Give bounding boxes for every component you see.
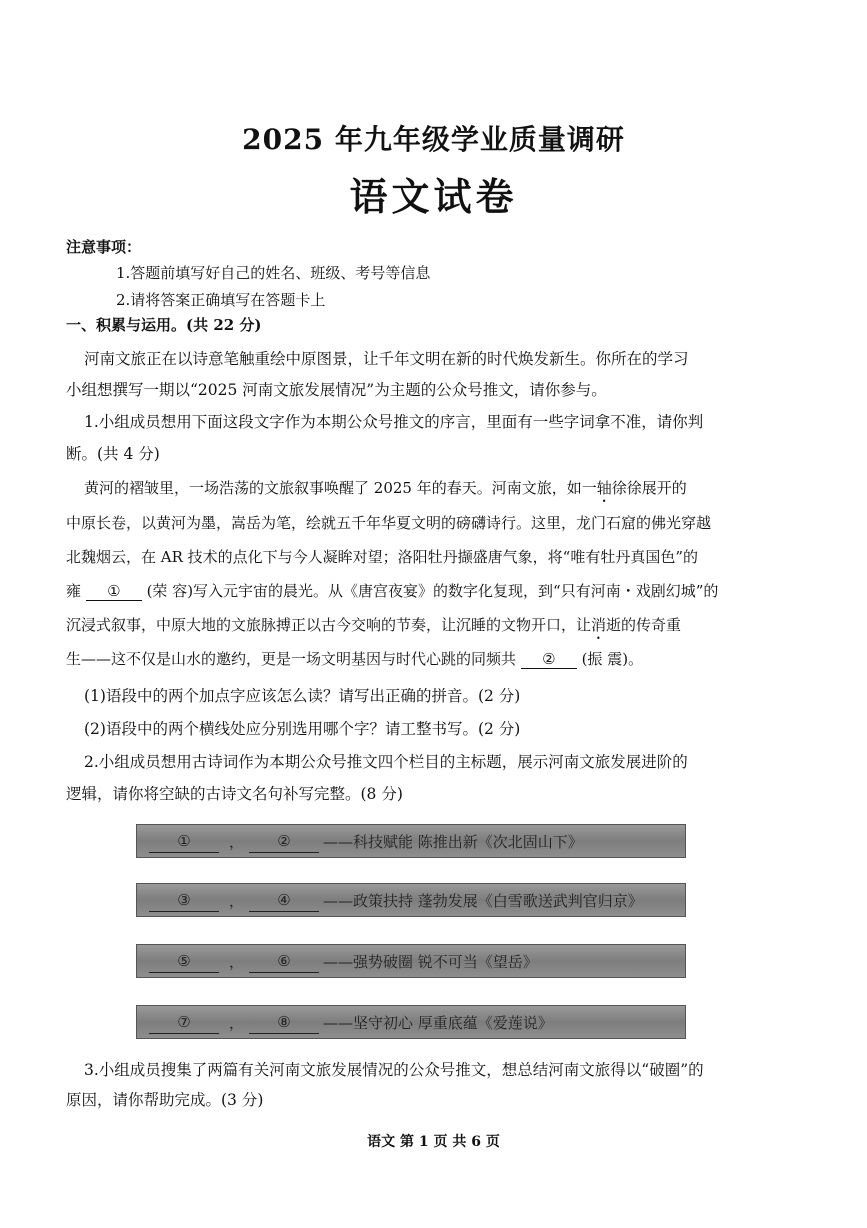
- comma: ，: [229, 953, 245, 971]
- passage-text: 雍: [66, 582, 82, 600]
- passage-line-2: 中原长卷，以黄河为墨，嵩岳为笔，绘就五千年华夏文明的磅礴诗行。这里，龙门石窟的佛光穿越: [66, 514, 712, 532]
- exam-subtitle: 语文试卷: [349, 174, 518, 219]
- exam-title: 2025 年九年级学业质量调研: [242, 123, 625, 156]
- dotted-character: 轴: [596, 479, 612, 497]
- comma: ，: [229, 892, 245, 910]
- passage-line-5: [66, 614, 786, 643]
- poem-banner-3: [136, 944, 686, 978]
- answer-blank-8[interactable]: ⑥: [249, 950, 319, 973]
- banner-caption: ——科技赋能 陈推出新《次北固山下》: [323, 833, 583, 851]
- answer-blank-1[interactable]: ①: [86, 582, 142, 601]
- page-footer: 语文 第 1 页 共 6 页: [367, 1134, 500, 1150]
- notes-item-2: 2.请将答案正确填写在答题卡上: [116, 291, 326, 309]
- intro-line-2: 小组想撰写一期以“2025 河南文旅发展情况”为主题的公众号推文，请你参与。: [66, 381, 607, 399]
- poem-banner-2: [136, 883, 686, 917]
- passage-text: 逝的传奇重: [606, 616, 682, 634]
- notes-item-1: 1.答题前填写好自己的姓名、班级、考号等信息: [116, 264, 431, 282]
- intro-line-1: 河南文旅正在以诗意笔触重绘中原图景，让千年文明在新的时代焕发新生。你所在的学习: [84, 350, 689, 368]
- passage-text: (荣 容)写入元宇宙的晨光。从《唐宫夜宴》的数字化复现，到“只有河南・戏剧幻城”的: [146, 582, 719, 600]
- passage-text: 黄河的褶皱里，一场浩荡的文旅叙事唤醒了 2025 年的春天。河南文旅，如一: [84, 479, 597, 497]
- q2-stem-line-1: 2.小组成员想用古诗词作为本期公众号推文四个栏目的主标题，展示河南文旅发展进阶的: [84, 753, 688, 771]
- passage-line-4: [66, 580, 786, 601]
- answer-blank-5[interactable]: ③: [149, 889, 219, 912]
- passage-text: 沉浸式叙事，中原大地的文旅脉搏正以古今交响的节奏，让沉睡的文物开口，让: [66, 616, 592, 634]
- q3-stem-line-1: 3.小组成员搜集了两篇有关河南文旅发展情况的公众号推文，想总结河南文旅得以“破圈”的: [84, 1061, 704, 1079]
- answer-blank-6[interactable]: ④: [249, 889, 319, 912]
- dotted-character: 消: [591, 616, 607, 634]
- passage-line-3: 北魏烟云，在 AR 技术的点化下与今人凝眸对望；洛阳牡丹撷盛唐气象，将“唯有牡丹真国色”的: [66, 548, 699, 566]
- banner-caption: ——强势破圈 锐不可当《望岳》: [323, 953, 538, 971]
- answer-blank-9[interactable]: ⑦: [149, 1011, 219, 1034]
- passage-line-1: [84, 477, 804, 506]
- comma: ，: [229, 833, 245, 851]
- answer-blank-3[interactable]: ①: [149, 830, 219, 853]
- banner-caption: ——政策扶持 蓬勃发展《白雪歌送武判官归京》: [323, 892, 643, 910]
- q1-sub-2: (2)语段中的两个横线处应分别选用哪个字？请工整书写。(2 分): [84, 720, 521, 738]
- answer-blank-4[interactable]: ②: [249, 830, 319, 853]
- q1-sub-1: (1)语段中的两个加点字应该怎么读？请写出正确的拼音。(2 分): [84, 687, 521, 705]
- section-heading: 一、积累与运用。(共 22 分): [66, 316, 262, 334]
- q1-stem-line-2: 断。(共 4 分): [66, 445, 160, 463]
- passage-text: 徐徐展开的: [611, 479, 687, 497]
- passage-text: 生——这不仅是山水的邀约，更是一场文明基因与时代心跳的同频共: [66, 650, 517, 668]
- passage-text: (振 震)。: [581, 650, 644, 668]
- comma: ，: [229, 1014, 245, 1032]
- notes-heading: 注意事项：: [66, 238, 142, 256]
- q2-stem-line-2: 逻辑，请你将空缺的古诗文名句补写完整。(8 分): [66, 785, 403, 803]
- poem-banner-1: [136, 824, 686, 858]
- answer-blank-10[interactable]: ⑧: [249, 1011, 319, 1034]
- answer-blank-7[interactable]: ⑤: [149, 950, 219, 973]
- banner-caption: ——坚守初心 厚重底蕴《爱莲说》: [323, 1014, 553, 1032]
- q3-stem-line-2: 原因，请你帮助完成。(3 分): [66, 1091, 264, 1109]
- q1-stem-line-1: 1.小组成员想用下面这段文字作为本期公众号推文的序言，里面有一些字词拿不准，请你判: [84, 413, 704, 431]
- passage-line-6: [66, 648, 786, 669]
- answer-blank-2[interactable]: ②: [521, 650, 577, 669]
- poem-banner-4: [136, 1005, 686, 1039]
